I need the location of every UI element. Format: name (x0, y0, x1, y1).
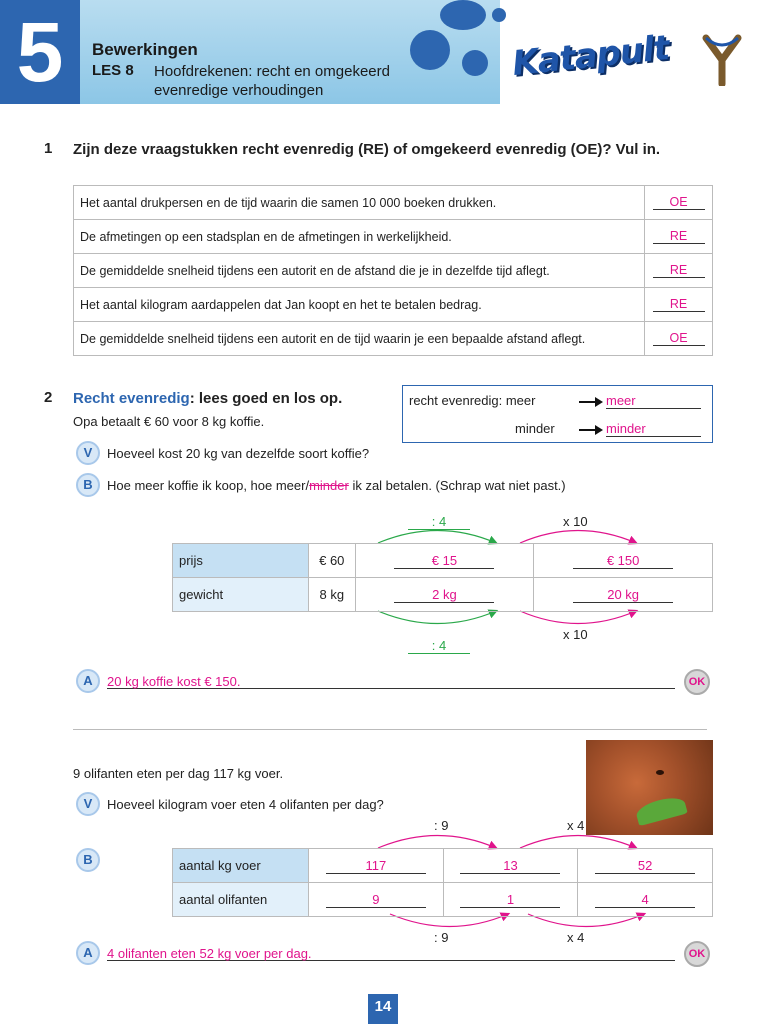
title-highlight: Recht evenredig (73, 390, 190, 407)
statement-text: Het aantal drukpersen en de tijd waarin die samen 10 000 boeken drukken. (74, 186, 645, 220)
statement-text: De afmetingen op een stadsplan en de afmetingen in werkelijkheid. (74, 220, 645, 254)
badge-a: A (76, 669, 100, 693)
badge-v: V (76, 441, 100, 465)
question-v-text: Hoeveel kilogram voer eten 4 olifanten per dag? (107, 797, 384, 812)
badge-a: A (76, 941, 100, 965)
question-b-text: Hoe meer koffie ik koop, hoe meer/minder ik zal betalen. (Schrap wat niet past.) (107, 478, 566, 493)
badge-b: B (76, 473, 100, 497)
operator-multiply: x 4 (567, 818, 585, 833)
answer-field[interactable]: 20 kg koffie kost € 150. (107, 675, 675, 689)
answer-field[interactable]: RE (653, 263, 705, 278)
statement-text: Het aantal kilogram aardappelen dat Jan koopt en het te betalen bedrag. (74, 288, 645, 322)
arc-bottom-2 (378, 611, 496, 624)
page-number: 14 (368, 994, 398, 1024)
answer-field[interactable]: 20 kg (573, 588, 673, 603)
answer-field[interactable]: RE (653, 297, 705, 312)
elephant-photo (586, 740, 713, 835)
problem-intro: 9 olifanten eten per dag 117 kg voer. (73, 766, 284, 781)
operator-divide: : 9 (434, 930, 449, 945)
answer-field[interactable]: 4 (595, 893, 695, 908)
table-cell: € 60 (309, 544, 356, 578)
lesson-title: Hoofdrekenen: recht en omgekeerd evenredige verhoudingen (154, 63, 390, 99)
table-row (173, 849, 713, 883)
question-number: 2 (44, 389, 53, 406)
answer-field[interactable]: € 150 (573, 554, 673, 569)
rule-answer-less[interactable]: minder (606, 421, 701, 437)
operator-multiply: x 10 (563, 627, 588, 642)
question-title: Zijn deze vraagstukken recht evenredig (RE) of omgekeerd evenredig (OE)? Vul in. (73, 141, 661, 158)
operator-divide: : 9 (434, 818, 449, 833)
table-cell: 8 kg (309, 578, 356, 612)
rule-answer-more[interactable]: meer (606, 393, 701, 409)
row-label: aantal olifanten (173, 883, 309, 917)
statement-text: De gemiddelde snelheid tijdens een autorit en de afstand die je in dezelfde tijd aflegt. (74, 254, 645, 288)
struck-word: minder (309, 478, 349, 493)
rule-label-more: recht evenredig: meer (409, 393, 536, 408)
answer-field[interactable]: RE (653, 229, 705, 244)
answer-field[interactable]: 13 (460, 859, 560, 874)
badge-b: B (76, 848, 100, 872)
price-weight-table (172, 543, 713, 612)
answer-field[interactable]: 1 (460, 893, 560, 908)
question-v-text: Hoeveel kost 20 kg van dezelfde soort koffie? (107, 446, 370, 461)
badge-v: V (76, 792, 100, 816)
logo-text: Katapult (510, 27, 671, 85)
answer-field[interactable]: 52 (595, 859, 695, 874)
operator-multiply: x 4 (567, 930, 585, 945)
answer-field[interactable]: 117 (326, 859, 426, 874)
answer-field[interactable]: 2 kg (394, 588, 494, 603)
table-row (173, 578, 713, 612)
answer-field[interactable]: 4 olifanten eten 52 kg voer per dag. (107, 947, 675, 961)
rule-label-less: minder (515, 421, 555, 436)
arc-top-1 (378, 531, 496, 544)
lesson-label: LES 8 (92, 62, 134, 79)
check-ok-icon[interactable]: OK (684, 669, 710, 695)
answer-field[interactable]: 9 (326, 893, 426, 908)
check-ok-icon[interactable]: OK (684, 941, 710, 967)
row-label: prijs (173, 544, 309, 578)
row-label: aantal kg voer (173, 849, 309, 883)
row-label: gewicht (173, 578, 309, 612)
operator-multiply: x 10 (563, 514, 588, 529)
table-row (173, 544, 713, 578)
answer-field[interactable]: OE (653, 331, 705, 346)
chapter-number: 5 (0, 0, 80, 104)
problem-intro: Opa betaalt € 60 voor 8 kg koffie. (73, 414, 265, 429)
feed-elephants-table (172, 848, 713, 917)
section-divider (73, 729, 707, 730)
arc-top-2 (520, 531, 636, 544)
operator-divide[interactable]: : 4 (408, 638, 470, 654)
statement-text: De gemiddelde snelheid tijdens een autorit en de tijd waarin je een bepaalde afstand aflegt. (74, 322, 645, 356)
arc-bottom-1 (520, 611, 636, 624)
arc-top-1 (378, 836, 496, 849)
title-rest: : lees goed en los op. (189, 390, 343, 407)
answer-field[interactable]: € 15 (394, 554, 494, 569)
operator-divide[interactable]: : 4 (408, 514, 470, 530)
answer-field[interactable]: OE (653, 195, 705, 210)
chapter-title: Bewerkingen (92, 40, 198, 59)
table-row (173, 883, 713, 917)
question-number: 1 (44, 140, 53, 157)
arc-top-2 (520, 836, 636, 849)
